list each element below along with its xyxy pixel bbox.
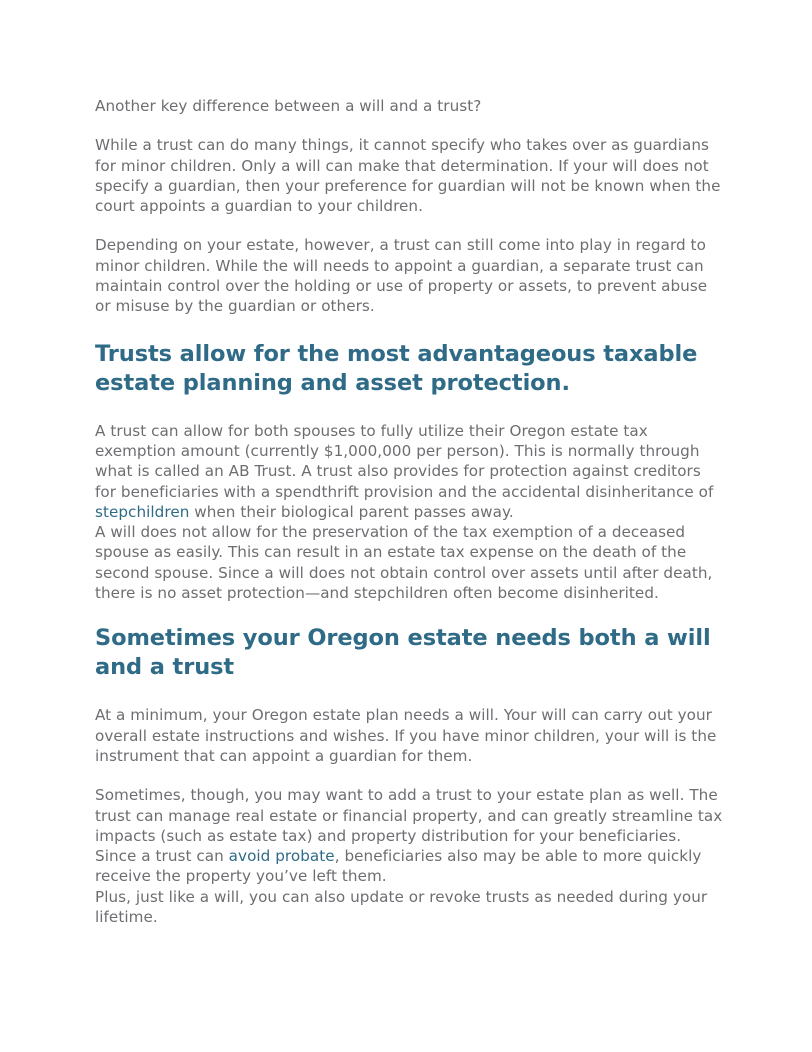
section-heading-both: Sometimes your Oregon estate needs both a will and a trust xyxy=(95,625,711,681)
guardian-paragraph: While a trust can do many things, it cannot specify who takes over as guardians for minor children. Only a will can make that determination. If your will does not specify a guardian, then your preference for guardian will not be known when the court appoints a guardian to your children. xyxy=(95,136,721,216)
section-heading-tax: Trusts allow for the most advantageous taxable estate planning and asset protection. xyxy=(95,340,698,396)
tax-paragraph-1-text-after: when their biological parent passes away. xyxy=(189,502,514,521)
document-page xyxy=(95,96,725,927)
paragraph-spacer xyxy=(95,766,725,785)
both-paragraph-2-text-after: , beneficiaries also may be able to more quickly receive the property you’ve left them. xyxy=(95,847,702,886)
both-paragraph-2 xyxy=(95,785,725,886)
paragraph-spacer xyxy=(95,216,725,235)
stepchildren-link[interactable]: stepchildren xyxy=(95,502,190,521)
both-paragraph-1: At a minimum, your Oregon estate plan needs a will. Your will can carry out your overall estate instructions and wishes. If you have minor children, your will is the instrument that can appoint a guardian for them. xyxy=(95,706,717,765)
intro-question: Another key difference between a will and a trust? xyxy=(95,97,482,115)
paragraph-spacer xyxy=(95,116,725,135)
both-paragraph-3: Plus, just like a will, you can also update or revoke trusts as needed during your lifetime. xyxy=(95,887,708,927)
tax-paragraph-1-text-before: A trust can allow for both spouses to fully utilize their Oregon estate tax exemption amount (currently $1,000,000 per person). This is normally through what is called an AB Trust. A trust also provides for protection against creditors for beneficiaries with a spendthrift provision and the accidental disinheritance of xyxy=(95,421,714,501)
both-paragraph-2-text-before: Sometimes, though, you may want to add a trust to your estate plan as well. The trust can manage real estate or financial property, and can greatly streamline tax impacts (such as estate tax) and property distribution for your beneficiaries. Since a trust can xyxy=(95,786,723,866)
tax-paragraph-2: A will does not allow for the preservation of the tax exemption of a deceased spouse as easily. This can result in an estate tax expense on the death of the second spouse. Since a will does not obtain control over assets until after death, there is no asset protection—and stepchildren often become disinherited. xyxy=(95,523,713,603)
avoid-probate-link[interactable]: avoid probate xyxy=(228,847,335,866)
minor-children-paragraph: Depending on your estate, however, a trust can still come into play in regard to minor children. While the will needs to appoint a guardian, a separate trust can maintain control over the holding or use of property or assets, to prevent abuse or misuse by the guardian or others. xyxy=(95,236,708,316)
tax-paragraph-1 xyxy=(95,421,725,522)
